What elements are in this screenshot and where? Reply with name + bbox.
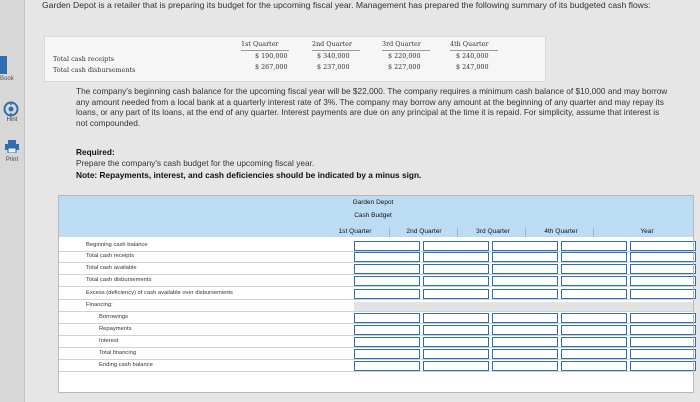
summary-cell: $ 240,000 bbox=[456, 52, 489, 60]
summary-cell: $ 237,000 bbox=[317, 63, 350, 71]
table-row-label: Repayments bbox=[99, 326, 132, 332]
table-row-label: Financing: bbox=[86, 302, 113, 308]
cash-budget-table bbox=[58, 195, 694, 393]
sidebar-active-tab-marker bbox=[0, 56, 7, 74]
summary-cell: $ 340,000 bbox=[317, 52, 350, 60]
summary-cell: $ 247,000 bbox=[456, 63, 489, 71]
summary-header-underline bbox=[241, 50, 289, 51]
table-row-label: Ending cash balance bbox=[99, 362, 153, 368]
summary-header-underline bbox=[312, 50, 360, 51]
summary-row-label: Total cash receipts bbox=[53, 55, 115, 63]
column-header-q1: 1st Quarter bbox=[338, 228, 372, 235]
table-title: Cash Budget bbox=[354, 212, 392, 219]
sidebar-hint-label[interactable]: Hint bbox=[6, 117, 18, 123]
summary-cell: $ 220,000 bbox=[388, 52, 421, 60]
question-content bbox=[24, 0, 700, 402]
sidebar-book-label[interactable]: Book bbox=[0, 76, 14, 82]
summary-cell: $ 267,000 bbox=[255, 63, 288, 71]
column-header-year: Year bbox=[640, 228, 654, 235]
problem-details-paragraph: The company's beginning cash balance for the upcoming fiscal year will be $22,000. The company requires a minimum cash balance of $10,000 and may borrow any amount needed from a local bank at a quarterly interest rate of 3%. The company may borrow any amount at the beginning of any quarter and may repay its loans, or any part of its loans, at the end of any quarter. Interest payments are due on any principal at the time it is repaid. For simplicity, assume that interest is not compounded. bbox=[76, 86, 668, 128]
summary-row-label: Total cash disbursements bbox=[53, 66, 136, 74]
column-header-q3: 3rd Quarter bbox=[476, 228, 510, 235]
summary-header-q1: 1st Quarter bbox=[241, 40, 279, 48]
table-row-label: Interest bbox=[99, 338, 119, 344]
table-row-label: Borrowings bbox=[99, 314, 128, 320]
summary-cell: $ 227,000 bbox=[388, 63, 421, 71]
hint-icon[interactable] bbox=[3, 101, 19, 117]
table-row-label: Total cash receipts bbox=[86, 253, 135, 259]
required-heading: Required: bbox=[76, 147, 115, 157]
table-frame bbox=[58, 195, 694, 393]
printer-icon[interactable] bbox=[5, 140, 19, 153]
table-row-label: Total financing bbox=[99, 350, 137, 356]
required-instruction: Prepare the company's cash budget for the upcoming fiscal year. bbox=[76, 158, 315, 168]
budgeted-cash-flow-summary bbox=[44, 36, 546, 82]
table-row-label: Excess (deficiency) of cash available over disbursements bbox=[86, 290, 233, 296]
summary-header-q3: 3rd Quarter bbox=[382, 40, 421, 48]
table-row-label: Beginning cash balance bbox=[86, 242, 148, 248]
summary-header-q4: 4th Quarter bbox=[450, 40, 489, 48]
table-row-label: Total cash available bbox=[86, 265, 137, 271]
sidebar-print-label[interactable]: Print bbox=[5, 157, 19, 163]
summary-header-q2: 2nd Quarter bbox=[312, 40, 352, 48]
column-header-q4: 4th Quarter bbox=[544, 228, 578, 235]
summary-cell: $ 190,000 bbox=[255, 52, 288, 60]
left-tool-sidebar bbox=[0, 0, 25, 402]
required-note: Note: Repayments, interest, and cash deficiencies should be indicated by a minus sign. bbox=[76, 170, 422, 180]
table-row-label: Total cash disbursements bbox=[86, 277, 152, 283]
problem-intro-text: Garden Depot is a retailer that is preparing its budget for the upcoming fiscal year. Management has prepared the following summary of its budgeted cash flows: bbox=[42, 0, 651, 10]
summary-header-underline bbox=[382, 50, 430, 51]
summary-header-underline bbox=[450, 50, 498, 51]
column-header-q2: 2nd Quarter bbox=[406, 228, 442, 235]
table-company-name: Garden Depot bbox=[352, 199, 394, 206]
